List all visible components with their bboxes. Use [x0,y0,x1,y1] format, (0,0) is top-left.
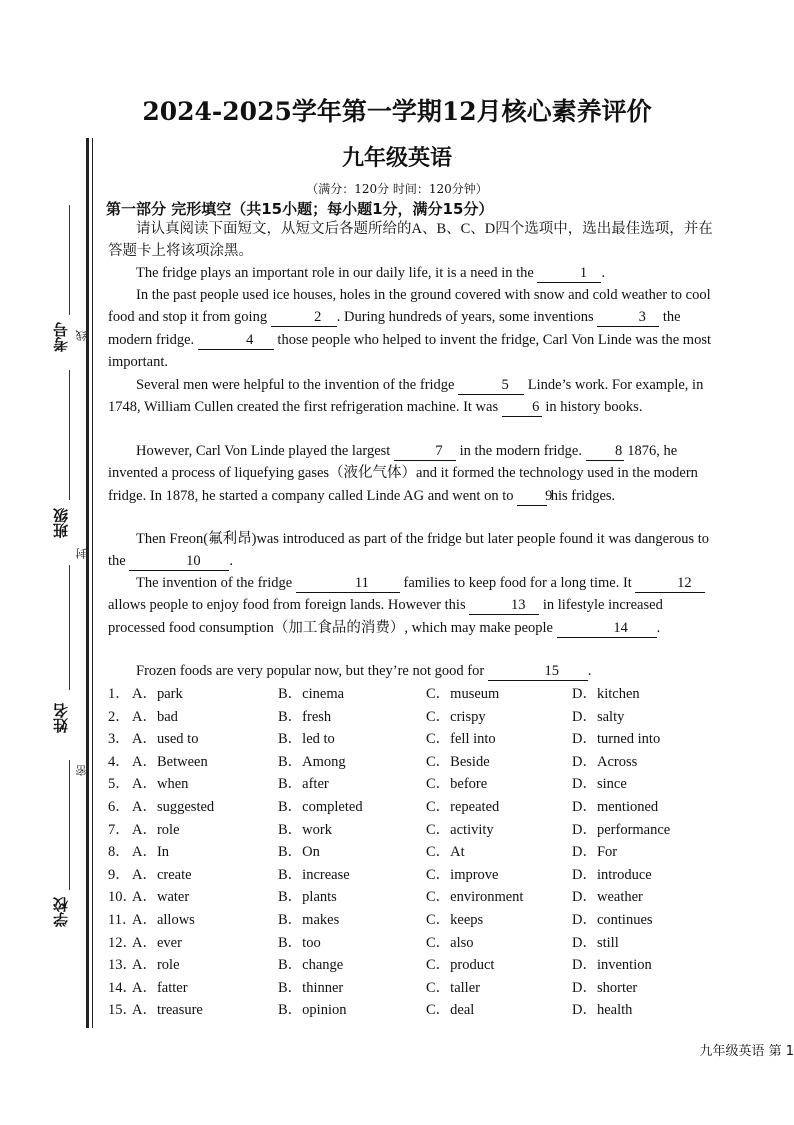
option-b: B．makes [278,912,340,928]
passage-text: . [601,265,606,281]
option-d: D．continues [572,912,653,928]
passage-text: . [229,553,233,570]
passage-text: 1876, he invented a process of liquefying gases（液化气体）and it formed the technology used in the modern fridge. In 1878, he started a company called Linde AG and went on to [108,443,698,504]
option-a: A．create [132,866,192,883]
exam-no-underline [69,205,70,315]
option-b: B．led to [278,731,335,748]
passage-text: . During hundreds of years, some inventions [336,309,594,326]
instructions: 请认真阅读下面短文，从短文后各题所给的A、B、C、D四个选项中，选出最佳选项，并在答题卡上将该项涂黑。 [108,221,713,260]
passage-text: Linde’s work. For example, in 1748, William Cullen created the first refrigeration machine. It was [108,377,704,416]
option-b: B．On [278,844,320,861]
question-number: 7． [108,821,130,838]
option-c: C．before [426,776,488,793]
exam-subtitle: 九年级英语 [341,145,452,171]
passage-paragraph-1 [108,262,722,284]
option-c: C．fell into [426,731,496,748]
option-c: C．taller [426,979,480,996]
blank-1: 1 [537,264,601,283]
question-number: 14． [108,979,137,996]
option-c: C．also [426,934,474,951]
option-a: A．treasure [132,1002,203,1019]
question-number: 9． [108,866,130,883]
question-row [108,998,728,1020]
option-a: A．suggested [132,799,215,815]
binding-line-thick [86,138,89,1028]
option-b: B．work [278,821,332,838]
passage-text: in the modern fridge. [459,443,582,459]
option-c: C．Beside [426,753,490,770]
option-a: A．when [132,776,189,793]
name-label: 姓名 [52,703,70,733]
passage-text: . [587,663,592,679]
question-row [108,908,728,930]
option-a: A．park [132,686,183,702]
question-row [108,863,728,885]
question-row [108,772,728,794]
question-row [108,885,728,907]
passage-text: in history books. [545,399,643,416]
option-a: A．In [132,844,170,861]
passage-text: the modern fridge. [108,309,681,348]
option-b: B．completed [278,799,363,815]
score-time-info: （满分：120分 时间：120分钟） [306,182,488,196]
class-underline [69,370,70,500]
option-a: A．role [132,821,180,838]
exam-title: 2024-2025学年第一学期12月核心素养评价 [142,97,652,126]
question-row [108,705,728,727]
question-number: 5． [108,776,130,793]
option-d: D．Across [572,753,638,770]
question-number: 2． [108,708,130,725]
passage-text: families to keep food for a long time. It [403,575,632,591]
option-d: D．still [572,934,619,951]
option-a: A．role [132,957,180,974]
question-row [108,953,728,975]
question-row [108,750,728,772]
option-d: D．kitchen [572,686,640,702]
option-a: A．ever [132,934,182,951]
blank-4: 4 [198,331,274,350]
blank-9: 9 [517,487,547,506]
passage-text: in lifestyle increased processed food consumption（加工食品的消费）, which may make people [108,597,663,636]
option-c: C．museum [426,686,500,702]
passage-text: However, Carl Von Linde played the largest [136,443,391,459]
class-label: 班级 [52,508,70,538]
option-d: D．For [572,844,618,861]
exam-no-label: 考号 [52,322,70,352]
blank-8: 8 [586,442,624,461]
option-b: B．cinema [278,686,345,702]
option-b: B．plants [278,889,337,906]
seal-mark: 封 [75,548,88,559]
option-a: A．fatter [132,979,188,996]
passage-text: those people who helped to invent the fridge, Carl Von Linde was the most important. [108,331,711,371]
question-row [108,976,728,998]
question-row [108,818,728,840]
passage-text: Several men were helpful to the invention of the fridge [136,377,455,393]
option-d: D．since [572,776,627,793]
question-number: 8． [108,844,130,861]
option-b: B．after [278,776,329,793]
question-number: 10． [108,889,137,906]
option-b: B．opinion [278,1002,347,1019]
option-d: D．weather [572,889,643,906]
question-number: 6． [108,799,130,815]
option-b: B．thinner [278,979,344,996]
option-d: D．turned into [572,731,661,748]
option-b: B．too [278,934,321,951]
question-number: 4． [108,753,130,770]
passage-text: Frozen foods are very popular now, but they’re not good for [136,663,485,679]
option-b: B．fresh [278,708,332,725]
option-b: B．increase [278,866,350,883]
question-number: 1． [108,686,130,702]
passage-paragraph-3 [108,374,722,419]
option-a: A．water [132,889,190,906]
blank-3: 3 [597,308,659,327]
option-c: C．environment [426,889,524,906]
question-number: 3． [108,731,130,748]
passage-paragraph-2 [108,284,722,374]
option-c: C．deal [426,1002,475,1019]
option-d: D．salty [572,708,625,725]
question-row [108,795,728,817]
line-mark: 线 [75,330,88,341]
passage-text: Then Freon(氟利昂)was introduced as part of the fridge but later people found it was dangerous to the [108,531,709,570]
school-label: 学校 [52,897,70,927]
option-c: C．product [426,957,495,974]
option-b: B．change [278,957,344,974]
option-c: C．keeps [426,912,484,928]
option-c: C．repeated [426,799,500,815]
option-c: C．activity [426,821,494,838]
blank-12: 12 [635,574,705,593]
option-c: C．crispy [426,708,486,725]
question-number: 15． [108,1002,137,1019]
name-underline [69,565,70,690]
question-row [108,931,728,953]
passage-paragraph-4 [108,440,722,507]
passage-text: In the past people used ice houses, holes in the ground covered with snow and cold weather to cool food and stop it from going [108,287,711,326]
blank-5: 5 [458,376,524,395]
passage-text: . [656,619,661,636]
option-c: C．At [426,844,465,861]
binding-line-thin [92,138,93,1028]
blank-6: 6 [502,398,542,417]
option-d: D．shorter [572,979,638,996]
option-d: D．introduce [572,866,652,883]
option-d: D．health [572,1002,633,1019]
option-d: D．performance [572,821,671,838]
blank-10: 10 [129,552,229,571]
blank-13: 13 [469,596,539,615]
passage-paragraph-6 [108,572,722,639]
question-row [108,682,728,704]
option-a: A．allows [132,912,195,928]
passage-text: The invention of the fridge [136,575,293,591]
option-a: A．bad [132,708,178,725]
page-footer: 九年级英语 第 1 [699,1044,794,1059]
option-d: D．mentioned [572,799,659,815]
passage-paragraph-5 [108,528,722,573]
option-a: A．used to [132,731,199,748]
passage-text: allows people to enjoy food from foreign lands. However this [108,597,466,614]
passage-text: his fridges. [550,487,616,504]
blank-7: 7 [394,442,456,461]
section-heading: 第一部分 完形填空（共15小题；每小题1分，满分15分） [106,200,494,218]
question-row [108,727,728,749]
option-b: B．Among [278,753,346,770]
secret-mark: 密 [75,765,88,776]
question-number: 11． [108,912,137,928]
question-row [108,840,728,862]
school-underline [69,760,70,890]
question-number: 13． [108,957,137,974]
passage-paragraph-7 [108,660,722,682]
option-a: A．Between [132,753,208,770]
blank-15: 15 [488,662,588,681]
question-number: 12． [108,934,137,951]
blank-14: 14 [557,619,657,638]
option-c: C．improve [426,866,499,883]
blank-2: 2 [271,308,337,327]
blank-11: 11 [296,574,400,593]
passage-text: The fridge plays an important role in our daily life, it is a need in the [136,265,534,281]
option-d: D．invention [572,957,652,974]
